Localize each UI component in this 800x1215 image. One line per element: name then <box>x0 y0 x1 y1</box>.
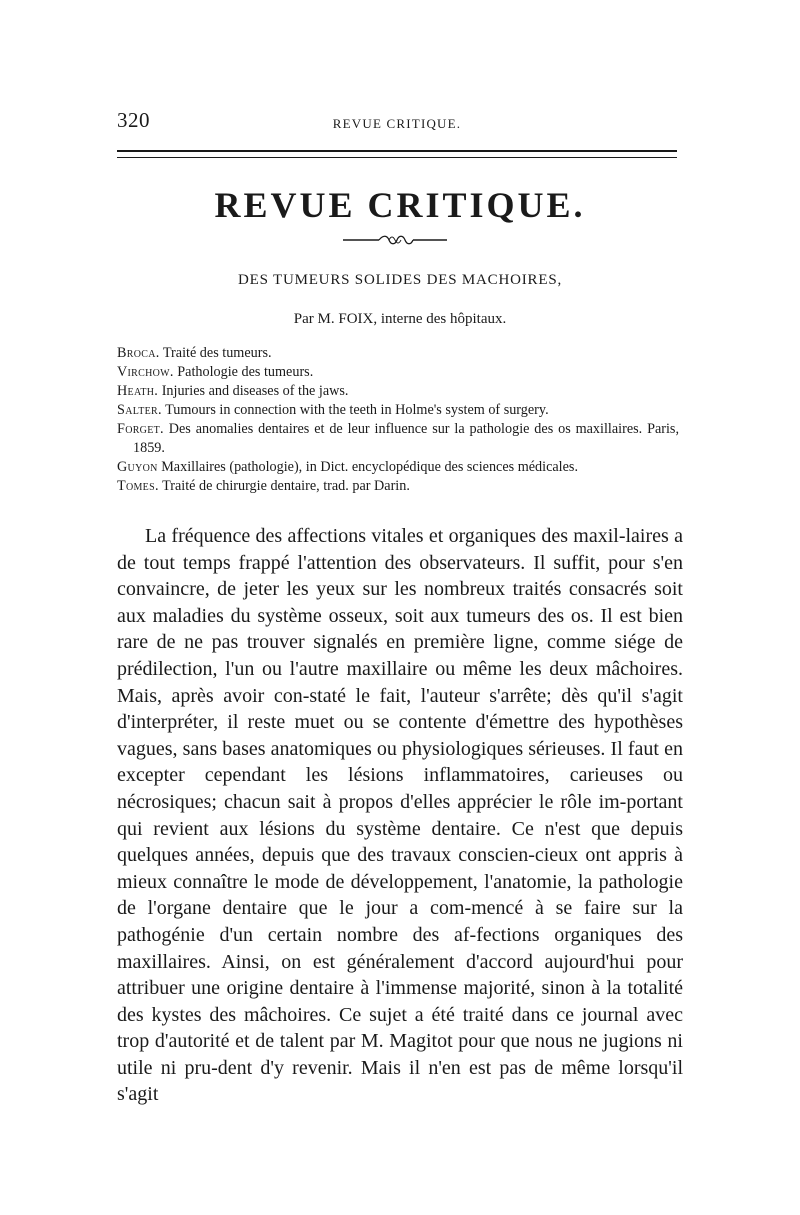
reference-item <box>117 363 679 382</box>
running-head <box>117 108 677 138</box>
reference-text: Traité des tumeurs. <box>159 345 272 361</box>
reference-item <box>117 382 679 401</box>
reference-text: Maxillaires (pathologie), in Dict. encyclopédique des sciences médicales. <box>157 459 578 475</box>
ornament-divider <box>343 234 447 246</box>
reference-author: Heath. <box>117 383 159 399</box>
reference-list <box>117 344 679 496</box>
reference-author: Forget. <box>117 421 164 437</box>
page-number: 320 <box>117 108 150 132</box>
reference-item <box>117 401 679 420</box>
reference-item <box>117 458 679 477</box>
section-title: REVUE CRITIQUE. <box>214 185 586 225</box>
reference-author: Tomes. <box>117 478 159 494</box>
reference-text: Des anomalies dentaires et de leur influence sur la pathologie des os maxillaires. Paris, 1859. <box>133 421 679 456</box>
reference-item <box>117 420 679 458</box>
header-double-rule <box>117 150 677 158</box>
article-title: DES TUMEURS SOLIDES DES MACHOIRES, <box>237 272 563 288</box>
reference-text: Pathologie des tumeurs. <box>173 364 314 380</box>
reference-author: Broca. <box>117 345 160 361</box>
body-paragraph: La fréquence des affections vitales et organiques des maxil-laires a de tout temps frappé l'attention des observateurs. Il suffit, pour s'en convaincre, de jeter les yeux sur les nombreux traités consacrés soit aux maladies du système osseux, soit aux tumeurs des os. Il est bien rare de ne pas trouver signalés en première ligne, comme siége de prédilection, l'un ou l'autre maxillaire ou même les deux mâchoires. Mais, après avoir con-staté le fait, l'auteur s'arrête; dès qu'il s'agit d'interpréter, il reste muet ou se contente d'émettre des hypothèses vagues, sans bases anatomiques ou physiologiques sérieuses. Il faut en excepter cependant les lésions inflammatoires, carieuses ou nécrosiques; chacun sait à propos d'elles apprécier le rôle im-portant qui revient aux lésions du système dentaire. Ce n'est que depuis quelques années, depuis que des travaux conscien-cieux ont appris à mieux connaître le mode de développement, l'anatomie, la pathologie de l'organe dentaire que le jour a com-mencé à se faire sur la pathogénie d'un certain nombre des af-fections organiques des maxillaires. Ainsi, on est généralement d'accord aujourd'hui pour attribuer une origine dentaire à l'immense majorité, sinon à la totalité des kystes des mâchoires. Ce sujet a été traité dans ce journal avec trop d'autorité et de talent par M. Magitot pour que nous ne jugions ni utile ni pru-dent d'y revenir. Mais il n'en est pas de même lorsqu'il s'agit <box>117 525 683 1106</box>
reference-author: Guyon <box>117 459 158 475</box>
reference-author: Virchow. <box>117 364 174 380</box>
running-title: REVUE CRITIQUE. <box>332 116 462 131</box>
reference-text: Traité de chirurgie dentaire, trad. par Darin. <box>158 478 410 494</box>
reference-author: Salter. <box>117 402 162 418</box>
reference-item <box>117 477 679 496</box>
reference-item <box>117 344 679 363</box>
reference-text: Tumours in connection with the teeth in Holme's system of surgery. <box>161 402 549 418</box>
byline: Par M. FOIX, interne des hôpitaux. <box>293 311 507 327</box>
reference-text: Injuries and diseases of the jaws. <box>158 383 349 399</box>
